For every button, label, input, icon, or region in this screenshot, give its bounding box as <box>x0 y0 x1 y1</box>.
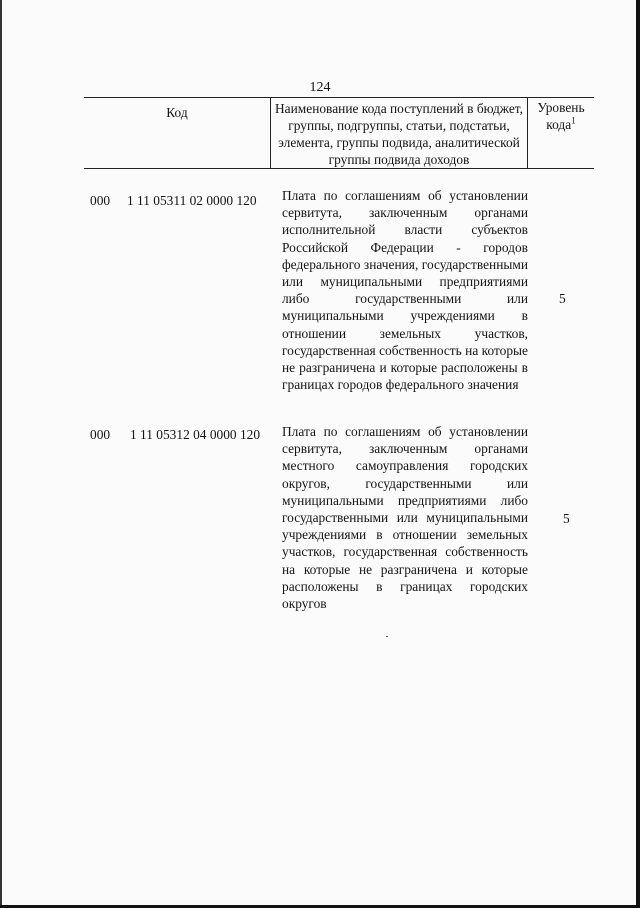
header-code-cell <box>84 98 271 169</box>
header-level-footnote: 1 <box>571 115 576 126</box>
page-number: 124 <box>309 80 331 95</box>
row-income-name: Плата по соглашениям об установлении сервитута, заключенным органами исполнительной власти субъектов Российской Федерации - городов федерального значения, государственными или муниципальными предприятиями либо государственными или муниципальными учреждениями в отношении земельных участков, государственная собственность на которые не разграничена и которые расположены в границах городов федерального значения <box>282 188 528 393</box>
row-admin-code: 000 <box>90 193 111 208</box>
row-level: 5 <box>559 291 566 306</box>
row-income-name: Плата по соглашениям об установлении сервитута, заключенным органами местного самоуправления городских округов, государственными или муниципальными предприятиями либо государственными или муниципальными учреждениями в отношении земельных участков, государственная собственность на которые не разграничена и которые расположены в границах городских округов <box>282 424 528 612</box>
row-income-code: 1 11 05311 02 0000 120 <box>127 193 257 208</box>
header-level-cell <box>528 98 595 169</box>
scan-edge-left <box>0 0 2 908</box>
row-level: 5 <box>563 511 570 526</box>
header-code-label: Код <box>166 105 188 120</box>
header-level-label: Уровень кода <box>537 100 585 132</box>
header-name-cell <box>271 98 528 169</box>
scan-speck <box>386 636 388 637</box>
scan-edge-right <box>636 0 640 908</box>
table-header <box>84 97 594 169</box>
row-admin-code: 000 <box>90 427 111 442</box>
row-income-code: 1 11 05312 04 0000 120 <box>130 427 261 442</box>
header-name-label: Наименование кода поступлений в бюджет, группы, подгруппы, статьи, подстатьи, элемента, группы подвида, аналитической группы подвида доходов <box>275 101 523 167</box>
